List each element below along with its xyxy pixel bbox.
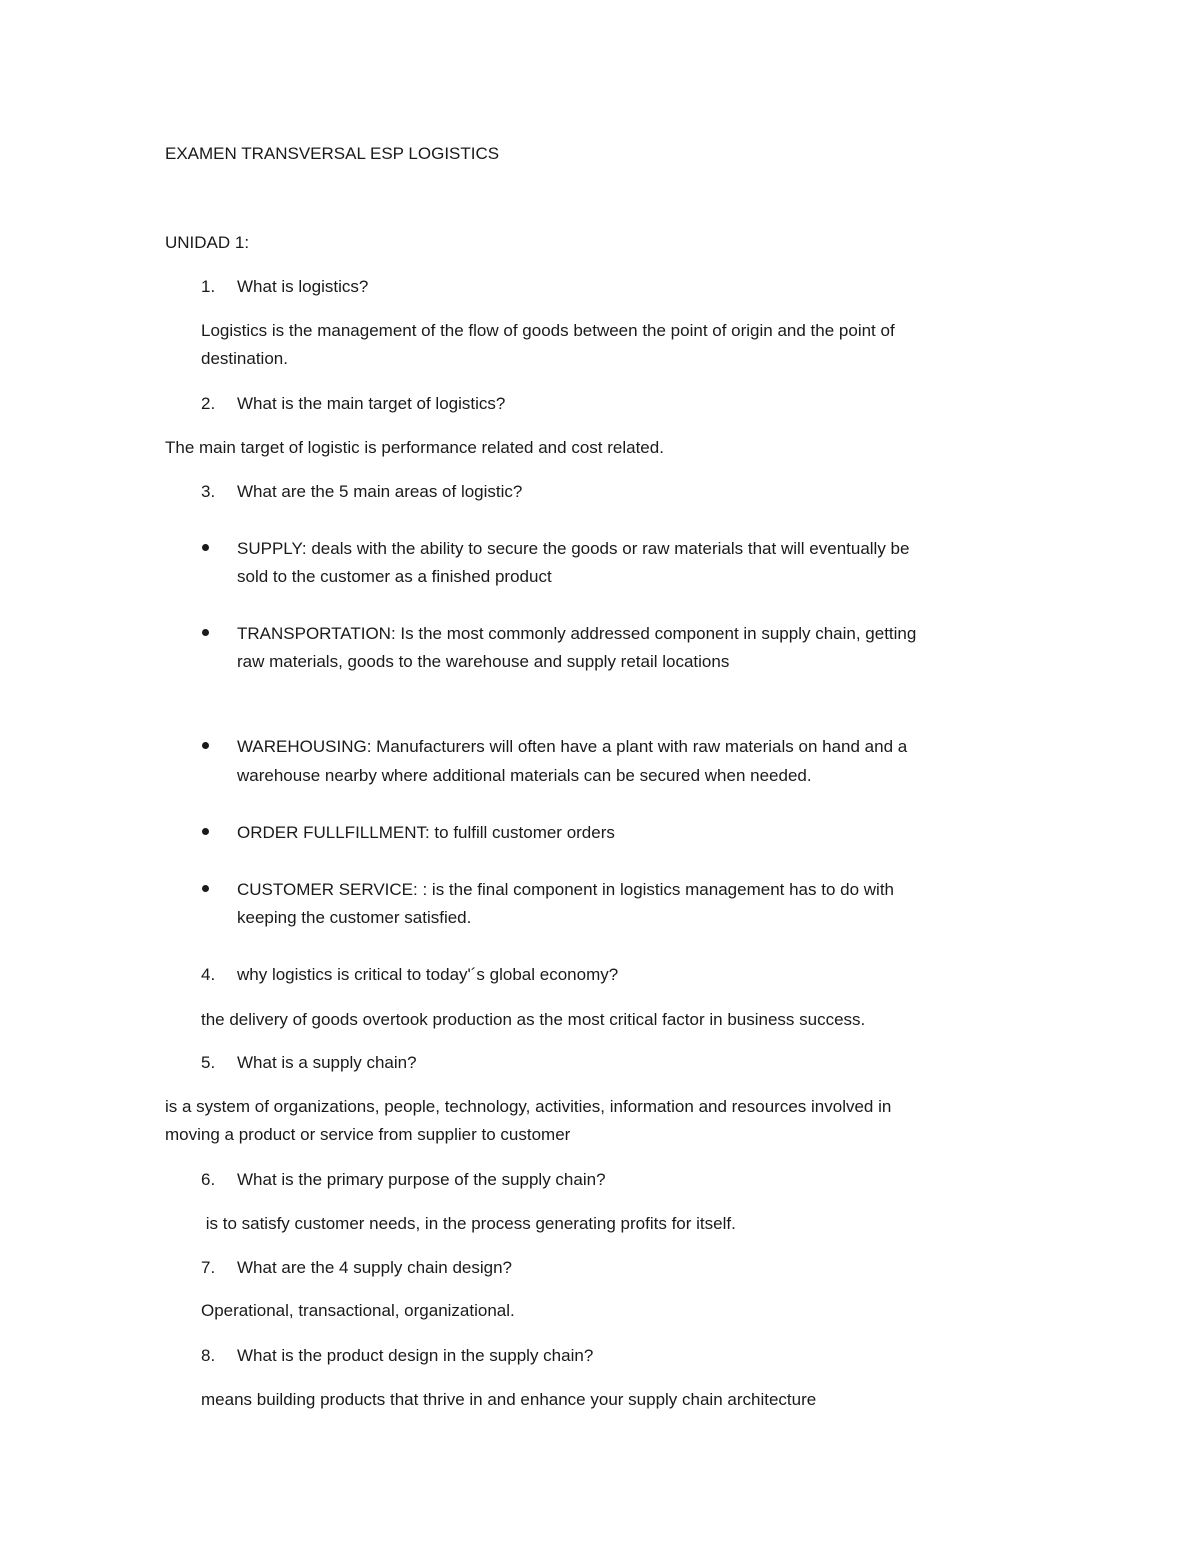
question-text: What is the primary purpose of the supply chain? bbox=[237, 1170, 606, 1189]
question-text: What is a supply chain? bbox=[237, 1053, 417, 1072]
bullet-icon bbox=[202, 544, 209, 551]
bullet-text: SUPPLY: deals with the ability to secure the goods or raw materials that will eventually be bbox=[237, 539, 910, 558]
question-text: What is the product design in the supply chain? bbox=[237, 1346, 594, 1365]
answer-text: means building products that thrive in and enhance your supply chain architecture bbox=[201, 1390, 817, 1409]
bullet-text-continued: keeping the customer satisfied. bbox=[237, 908, 472, 927]
question-number: 3. bbox=[201, 482, 216, 501]
bullet-text-continued: raw materials, goods to the warehouse and supply retail locations bbox=[237, 652, 730, 671]
answer-text-continued: destination. bbox=[201, 349, 288, 368]
question-number: 4. bbox=[201, 965, 216, 984]
unit-heading: UNIDAD 1: bbox=[165, 233, 250, 252]
bullet-text: CUSTOMER SERVICE: : is the final component in logistics management has to do with bbox=[237, 880, 894, 899]
bullet-text-continued: sold to the customer as a finished product bbox=[237, 567, 552, 586]
document-title: EXAMEN TRANSVERSAL ESP LOGISTICS bbox=[165, 144, 500, 163]
answer-text: The main target of logistic is performance related and cost related. bbox=[165, 438, 664, 457]
question-text: What is the main target of logistics? bbox=[237, 394, 506, 413]
question-text: What is logistics? bbox=[237, 277, 369, 296]
bullet-icon bbox=[202, 828, 209, 835]
answer-text: is a system of organizations, people, technology, activities, information and resources involved in bbox=[165, 1097, 892, 1116]
answer-text-continued: moving a product or service from supplier to customer bbox=[165, 1125, 571, 1144]
question-number: 7. bbox=[201, 1258, 216, 1277]
question-number: 2. bbox=[201, 394, 216, 413]
answer-text: Logistics is the management of the flow of goods between the point of origin and the point of bbox=[201, 321, 895, 340]
question-text: What are the 4 supply chain design? bbox=[237, 1258, 513, 1277]
bullet-text: TRANSPORTATION: Is the most commonly addressed component in supply chain, getting bbox=[237, 624, 917, 643]
bullet-icon bbox=[202, 742, 209, 749]
answer-text: the delivery of goods overtook production as the most critical factor in business success. bbox=[201, 1010, 866, 1029]
answer-text: is to satisfy customer needs, in the process generating profits for itself. bbox=[201, 1214, 736, 1233]
bullet-icon bbox=[202, 629, 209, 636]
question-number: 6. bbox=[201, 1170, 216, 1189]
bullet-text: WAREHOUSING: Manufacturers will often have a plant with raw materials on hand and a bbox=[237, 737, 908, 756]
bullet-text-continued: warehouse nearby where additional materials can be secured when needed. bbox=[237, 766, 812, 785]
bullet-icon bbox=[202, 885, 209, 892]
question-number: 8. bbox=[201, 1346, 216, 1365]
bullet-text: ORDER FULLFILLMENT: to fulfill customer orders bbox=[237, 823, 615, 842]
question-number: 1. bbox=[201, 277, 216, 296]
answer-text: Operational, transactional, organizational. bbox=[201, 1301, 515, 1320]
question-text: What are the 5 main areas of logistic? bbox=[237, 482, 523, 501]
question-number: 5. bbox=[201, 1053, 216, 1072]
question-text: why logistics is critical to today'´s global economy? bbox=[237, 965, 619, 984]
